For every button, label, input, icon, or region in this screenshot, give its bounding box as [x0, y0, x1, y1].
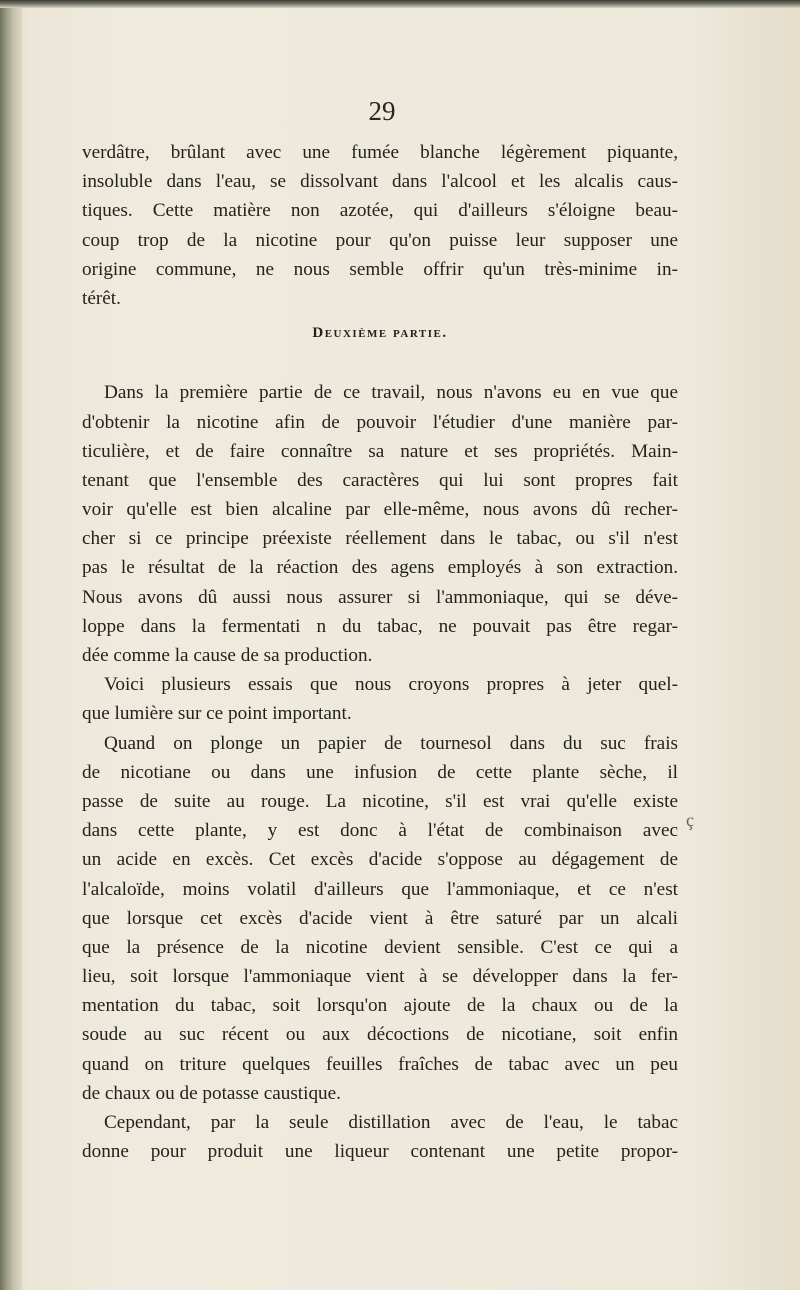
text-line: tenant que l'ensemble des caractères qui lui sont propres fait: [82, 469, 678, 491]
text-line: dée comme la cause de sa production.: [82, 645, 373, 666]
text-line: lieu, soit lorsque l'ammoniaque vient à se développer dans la fer-: [82, 966, 678, 988]
text-line: coup trop de la nicotine pour qu'on puisse leur supposer une: [82, 229, 678, 251]
body-text: [82, 138, 678, 1166]
paragraph-5: [82, 1108, 678, 1166]
text-line: Voici plusieurs essais que nous croyons propres à jeter quel-: [104, 674, 678, 696]
text-line: cher si ce principe préexiste réellement dans le tabac, ou s'il n'est: [82, 528, 678, 550]
paragraph-2: [82, 378, 678, 670]
paragraph-3: [82, 670, 678, 728]
paragraph-1: [82, 138, 678, 313]
text-line: pas le résultat de la réaction des agens employés à son extraction.: [82, 557, 678, 579]
text-line: que lorsque cet excès d'acide vient à être saturé par un alcali: [82, 907, 678, 929]
text-line: verdâtre, brûlant avec une fumée blanche légèrement piquante,: [82, 142, 678, 163]
text-line: quand on triture quelques feuilles fraîches de tabac avec un peu: [82, 1053, 678, 1075]
text-line: térêt.: [82, 287, 121, 309]
text-line: de chaux ou de potasse caustique.: [82, 1082, 341, 1104]
page-binding: [0, 0, 22, 1290]
margin-note: ç: [686, 810, 694, 830]
text-line: un acide en excès. Cet excès d'acide s'oppose au dégagement de: [82, 849, 678, 871]
text-line: voir qu'elle est bien alcaline par elle-même, nous avons dû recher-: [82, 499, 678, 521]
text-line: l'alcaloïde, moins volatil d'ailleurs que l'ammoniaque, et ce n'est: [82, 878, 678, 900]
text-line: de nicotiane ou dans une infusion de cette plante sèche, il: [82, 761, 678, 783]
text-line: que la présence de la nicotine devient sensible. C'est ce qui a: [82, 936, 678, 958]
text-line: mentation du tabac, soit lorsqu'on ajoute de la chaux ou de la: [82, 995, 678, 1017]
page-number: 29: [368, 96, 396, 126]
text-line: passe de suite au rouge. La nicotine, s'il est vrai qu'elle existe: [82, 790, 678, 812]
text-line: tiques. Cette matière non azotée, qui d'ailleurs s'éloigne beau-: [82, 200, 678, 222]
text-line: que lumière sur ce point important.: [82, 703, 352, 725]
text-line: insoluble dans l'eau, se dissolvant dans l'alcool et les alcalis caus-: [82, 171, 678, 193]
text-line: Quand on plonge un papier de tournesol dans du suc frais: [104, 732, 678, 754]
text-line: ticulière, et de faire connaître sa nature et ses propriétés. Main-: [82, 440, 678, 462]
text-line: Cependant, par la seule distillation avec de l'eau, le tabac: [104, 1112, 678, 1133]
section-heading: Deuxième partie.: [312, 325, 448, 342]
text-line: Dans la première partie de ce travail, nous n'avons eu en vue que: [104, 382, 678, 404]
text-line: dans cette plante, y est donc à l'état de combinaison avec: [82, 820, 678, 842]
text-line: soude au suc récent ou aux décoctions de nicotiane, soit enfin: [82, 1024, 678, 1046]
text-line: d'obtenir la nicotine afin de pouvoir l'étudier d'une manière par-: [82, 411, 678, 433]
text-line: loppe dans la fermentati n du tabac, ne pouvait pas être regar-: [82, 615, 678, 637]
text-line: donne pour produit une liqueur contenant une petite propor-: [82, 1141, 678, 1163]
text-line: Nous avons dû aussi nous assurer si l'ammoniaque, qui se déve-: [82, 586, 678, 608]
text-line: origine commune, ne nous semble offrir qu'un très-minime in-: [82, 258, 678, 280]
paragraph-4: [82, 729, 678, 1108]
page-top-edge: [0, 0, 800, 8]
